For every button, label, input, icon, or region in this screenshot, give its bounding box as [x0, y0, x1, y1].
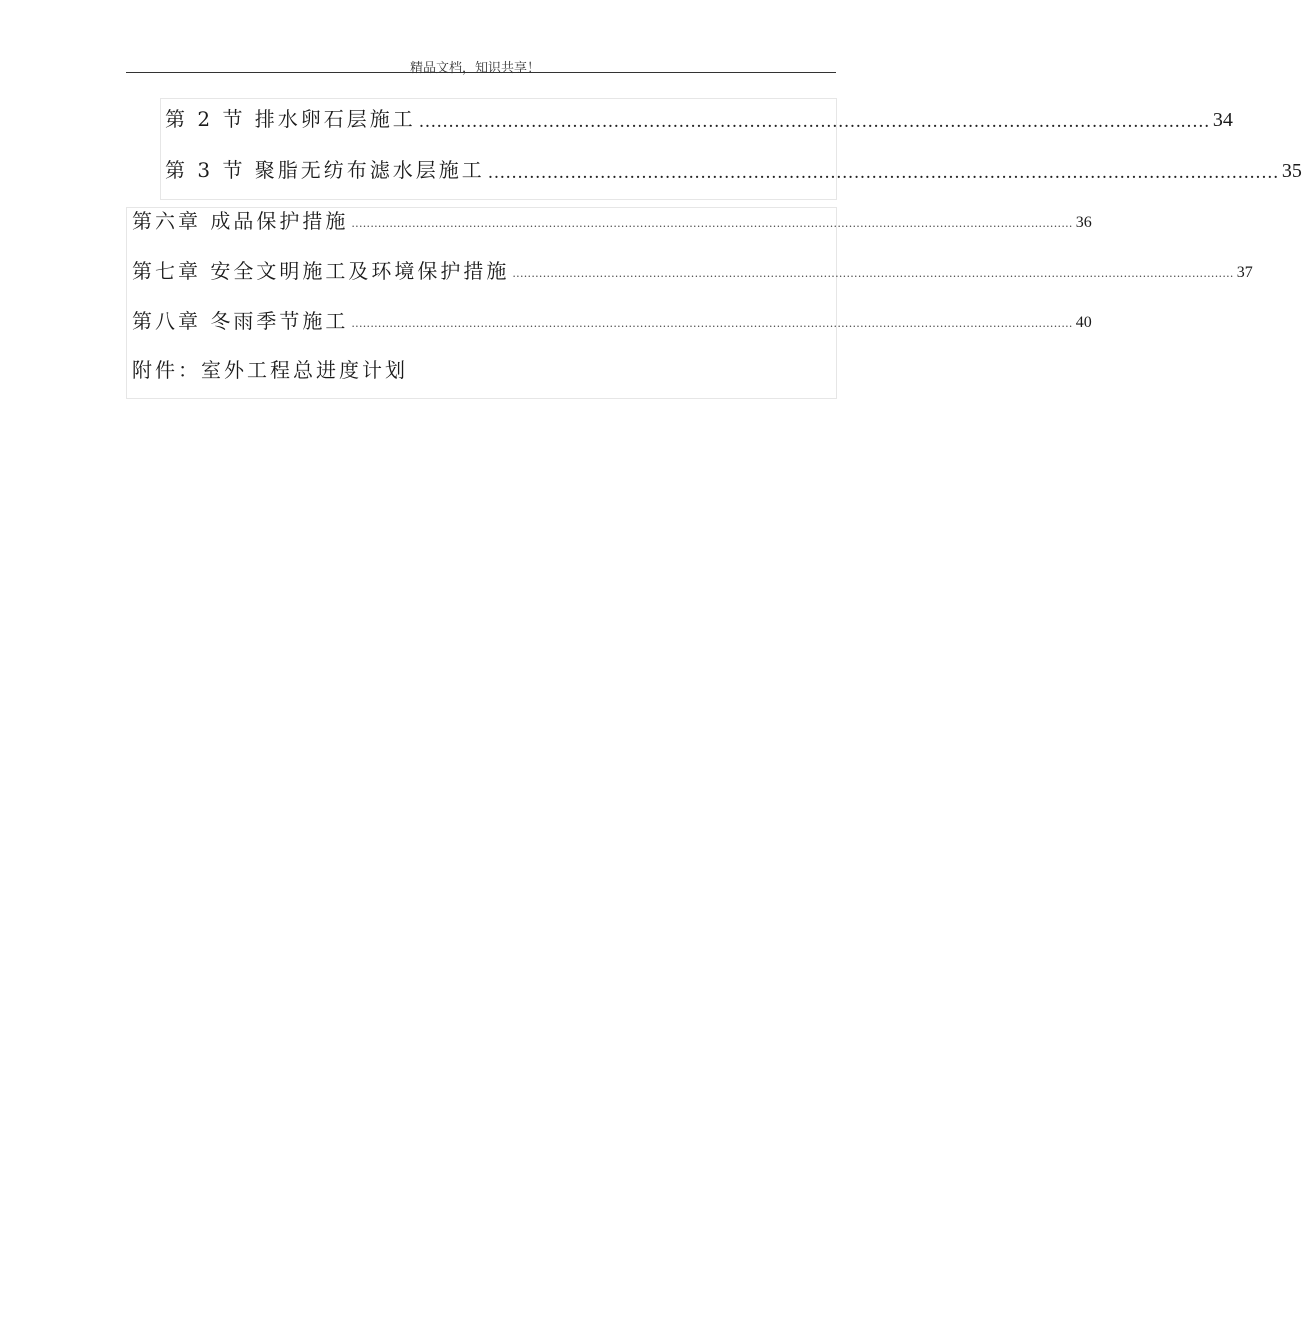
- toc-page-number: 35: [1281, 160, 1302, 182]
- toc-entry-section-3[interactable]: [165, 154, 1302, 183]
- toc-leader-dots: ......................................................................................................................................: [418, 112, 1210, 132]
- toc-page-number: 37: [1236, 264, 1253, 281]
- toc-entry-attachment[interactable]: 附件：室外工程总进度计划: [132, 358, 408, 382]
- toc-leader-dots: ......................................................................................................................................: [487, 163, 1279, 183]
- toc-leader-dots: ..............................................................................................................................................................................................: [351, 317, 1073, 330]
- toc-page-number: 40: [1075, 314, 1092, 331]
- toc-entry-label: 第八章 冬雨季节施工: [132, 309, 349, 333]
- toc-entry-label: 第六章 成品保护措施: [132, 209, 349, 233]
- toc-leader-dots: ..............................................................................................................................................................................................: [512, 267, 1234, 280]
- toc-page-number: 34: [1212, 109, 1233, 131]
- toc-entry-section-2[interactable]: [165, 103, 1233, 132]
- toc-entry-chapter-6[interactable]: [132, 205, 1092, 234]
- toc-page-number: 36: [1075, 214, 1092, 231]
- toc-entry-chapter-8[interactable]: [132, 305, 1092, 334]
- header-rule: [126, 72, 836, 73]
- page-header: 精品文档，知识共享！: [409, 61, 540, 76]
- toc-entry-label: 第 3 节 聚脂无纺布滤水层施工: [165, 158, 485, 182]
- toc-entry-label: 第七章 安全文明施工及环境保护措施: [132, 259, 510, 283]
- toc-entry-chapter-7[interactable]: [132, 255, 1253, 284]
- toc-entry-label: 第 2 节 排水卵石层施工: [165, 107, 416, 131]
- toc-leader-dots: ..............................................................................................................................................................................................: [351, 217, 1073, 230]
